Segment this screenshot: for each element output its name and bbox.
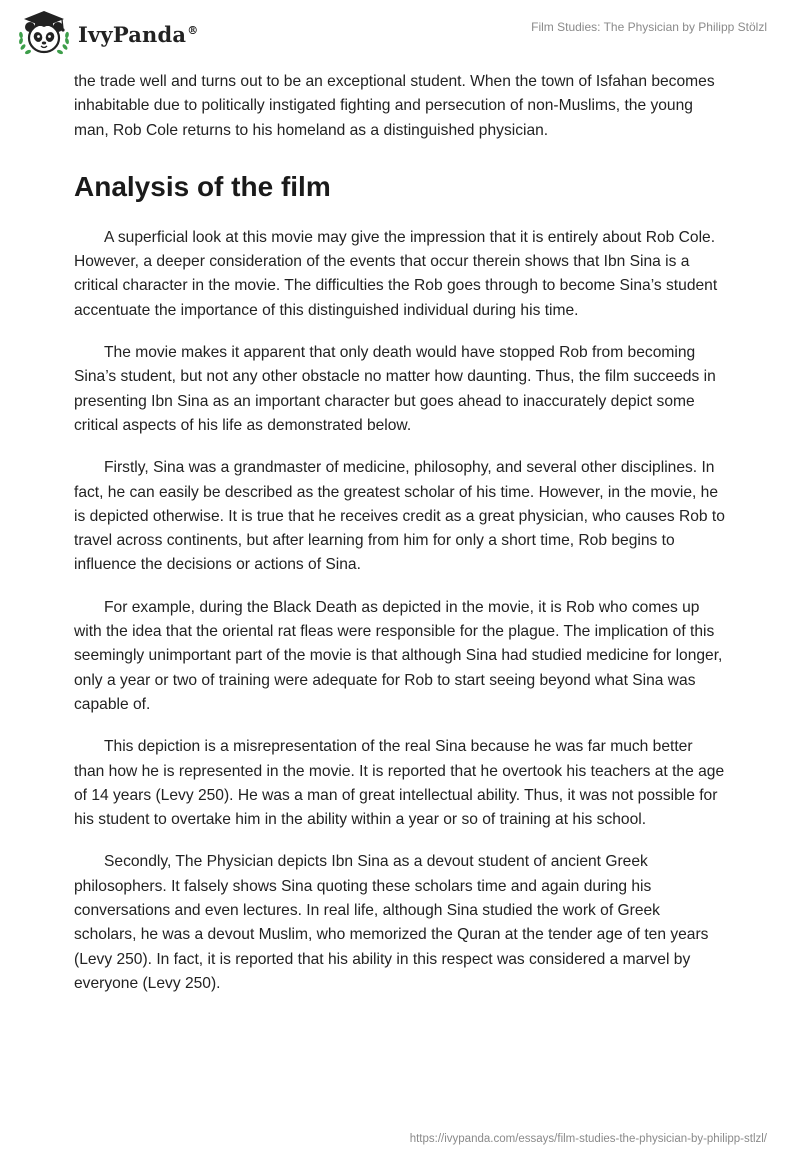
- body-paragraph: This depiction is a misrepresentation of the real Sina because he was far much better than how he is represented in the movie. It is reported that he overtook his teachers at the age of 14 years (Levy 250). He was a man of great intellectual ability. Thus, it was not possible for his student to overtake him in the ability within a year or so of training at his school.: [74, 738, 725, 829]
- body-paragraph: Firstly, Sina was a grandmaster of medicine, philosophy, and several other disciplines. In fact, he can easily be described as the greatest scholar of his time. However, in the movie, he is depicted otherwise. It is true that he receives credit as a great physician, who causes Rob to travel across continents, but after learning from him for only a short time, Rob begins to influence the decisions or actions of Sina.: [74, 459, 725, 574]
- article-body: [74, 70, 726, 1014]
- body-paragraph: A superficial look at this movie may give the impression that it is entirely about Rob Cole. However, a deeper consideration of the events that occur therein shows that Ibn Sina is a critical character in the movie. The difficulties the Rob goes through to become Sina’s student accentuate the importance of this distinguished individual during his time.: [74, 228, 718, 319]
- body-paragraph: The movie makes it apparent that only death would have stopped Rob from becoming Sina’s student, but not any other obstacle no matter how daunting. Thus, the film succeeds in presenting Ibn Sina as an important character but goes ahead to inaccurately depict some critical aspects of his life as demonstrated below.: [74, 344, 716, 434]
- section-heading: Analysis of the film: [74, 170, 331, 202]
- intro-paragraph: the trade well and turns out to be an exceptional student. When the town of Isfahan becomes inhabitable due to politically instigated fighting and persecution of non-Muslims, the young man, Rob Cole returns to his homeland as a distinguished physician.: [74, 73, 715, 139]
- logo-wordmark: IvyPanda®: [78, 21, 199, 47]
- body-paragraph: For example, during the Black Death as depicted in the movie, it is Rob who comes up with the idea that the oriental rat fleas were responsible for the plague. The implication of this seemingly unimportant part of the movie is that although Sina had studied medicine for longer, only a year or two of training were adequate for Rob to start seeing beyond what Sina was capable of.: [74, 598, 723, 713]
- ivypanda-logo[interactable]: [16, 8, 198, 60]
- source-url[interactable]: https://ivypanda.com/essays/film-studies-the-physician-by-philipp-stlzl/: [409, 1133, 767, 1145]
- panda-graduate-icon: [16, 8, 72, 60]
- body-paragraph: Secondly, The Physician depicts Ibn Sina as a devout student of ancient Greek philosophers. It falsely shows Sina quoting these scholars time and again during his conversations and even lectures. In real life, although Sina studied the work of Greek scholars, he was a devout Muslim, who memorized the Quran at the tender age of ten years (Levy 250). In fact, it is reported that his ability in this respect was considered a marvel by everyone (Levy 250).: [74, 853, 709, 992]
- document-title: Film Studies: The Physician by Philipp Stölzl: [531, 20, 767, 34]
- page-header: [0, 0, 800, 70]
